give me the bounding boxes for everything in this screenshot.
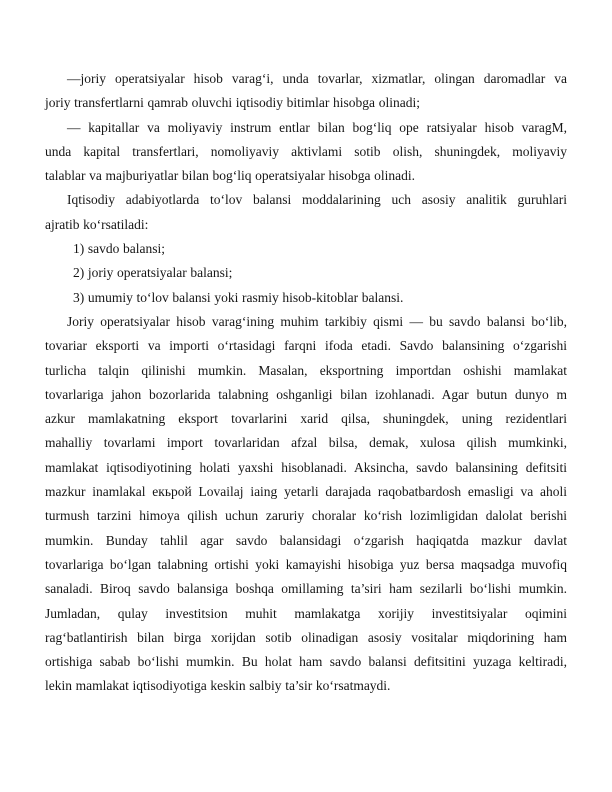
text-line: Jumladan, qulay investitsion muhit mamlakatga xorijiy investitsiyalar oqimini	[45, 605, 567, 621]
text-line: turmush tarzini himoya qilish uchun zaruriy choralar ko‘rish lozimligidan dalolat berishi	[45, 508, 567, 524]
text-line: 1) savdo balansi;	[73, 241, 166, 257]
text-line: Iqtisodiy adabiyotlarda to‘lov balansi moddalarining uch asosiy analitik guruhlari	[67, 192, 567, 208]
text-block	[45, 67, 567, 699]
text-line: —joriy operatsiyalar hisob varag‘i, unda tovarlar, xizmatlar, olingan daromadlar va	[67, 71, 567, 86]
text-line: ajratib ko‘rsatiladi:	[45, 216, 149, 232]
text-line: mazkur inamlakal екьрой Lovailaj iaing yetarli darajada raqobatbardosh emasligi va aholi	[45, 484, 567, 500]
text-line: tovariar eksporti va importi o‘rtasidagi farqni ifoda etadi. Savdo balansining o‘zgarishi	[45, 338, 567, 354]
text-line: azkur mamlakatning eksport tovarlarini xarid qilsa, shuningdek, uning rezidentlari	[45, 411, 567, 427]
text-line: ortishiga sabab bo‘lishi mumkin. Bu holat ham savdo balansi defitsitini yuzaga keltiradi,	[45, 654, 567, 670]
text-line: talablar va majburiyatlar bilan bog‘liq operatsiyalar hisobga olinadi.	[45, 168, 416, 184]
text-line: unda kapital transfertlari, nomoliyaviy aktivlami sotib olish, shuningdek, moliyaviy	[45, 143, 567, 159]
text-line: mamlakat iqtisodiyotining holati yaxshi hisoblanadi. Aksincha, savdo balansining defitsiti	[45, 459, 567, 475]
text-line: 2) joriy operatsiyalar balansi;	[73, 265, 233, 281]
text-line: mahalliy tovarlami import tovarlaridan afzal bilsa, demak, xulosa qilish mumkinki,	[45, 435, 567, 451]
text-line: — kapitallar va moliyaviy instrum entlar bilan bog‘liq ope ratsiyalar hisob varagM,	[67, 119, 567, 135]
text-line: 3) umumiy to‘lov balansi yoki rasmiy hisob-kitoblar balansi.	[73, 289, 404, 305]
text-line: sanaladi. Biroq savdo balansiga boshqa omillaming ta’siri ham sezilarli bo‘lishi mumkin.	[45, 581, 567, 597]
text-line: Joriy operatsiyalar hisob varag‘ining muhim tarkibiy qismi — bu savdo balansi bo‘lib,	[67, 313, 567, 329]
text-line: rag‘batlantirish bilan birga xorijdan sotib olinadigan asosiy vositalar miqdorining ham	[45, 629, 567, 645]
text-line: turlicha talqin qilinishi mumkin. Masalan, eksportning importdan oshishi mamlakat	[45, 362, 567, 378]
text-line: tovarlariga bo‘lgan talabning ortishi yoki kamayishi hisobiga yuz bersa maqsadga muvofiq	[45, 556, 567, 572]
text-line: tovarlariga jahon bozorlarida talabning oshganligi bilan izohlanadi. Agar butun dunyo m	[45, 386, 567, 402]
text-line: mumkin. Bunday tahlil agar savdo balansidagi o‘zgarish haqiqatda mazkur davlat	[45, 532, 567, 548]
text-line: lekin mamlakat iqtisodiyotiga keskin salbiy ta’sir ko‘rsatmaydi.	[45, 678, 391, 694]
text-line: joriy transfertlarni qamrab oluvchi iqtisodiy bitimlar hisobga olinadi;	[45, 95, 420, 111]
